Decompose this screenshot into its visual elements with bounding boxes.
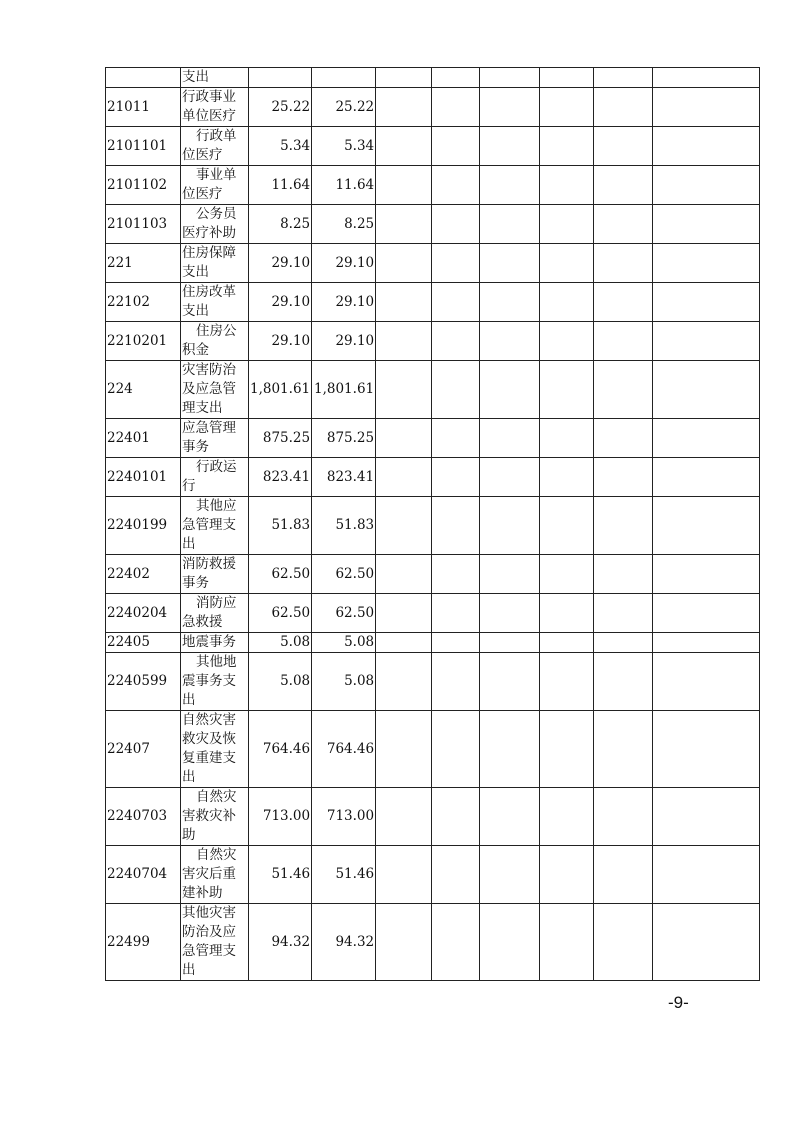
empty-cell: [653, 846, 760, 904]
empty-cell: [432, 904, 480, 981]
empty-cell: [540, 594, 594, 633]
table-row: [106, 166, 760, 205]
basic-expenditure-cell: 5.34: [312, 127, 376, 166]
subject-name-cell: 行政运行: [181, 458, 249, 497]
empty-cell: [594, 458, 653, 497]
empty-cell: [540, 458, 594, 497]
subject-code-cell: 21011: [106, 88, 181, 127]
empty-cell: [376, 127, 432, 166]
total-amount-cell: 29.10: [249, 244, 312, 283]
empty-cell: [432, 361, 480, 419]
basic-expenditure-cell: 713.00: [312, 788, 376, 846]
subject-name-cell: 住房公积金: [181, 322, 249, 361]
table-row: [106, 846, 760, 904]
basic-expenditure-cell: 1,801.61: [312, 361, 376, 419]
empty-cell: [376, 322, 432, 361]
empty-cell: [594, 788, 653, 846]
empty-cell: [653, 68, 760, 88]
subject-code-cell: 2240703: [106, 788, 181, 846]
empty-cell: [376, 555, 432, 594]
empty-cell: [594, 555, 653, 594]
empty-cell: [376, 904, 432, 981]
empty-cell: [653, 166, 760, 205]
empty-cell: [376, 68, 432, 88]
empty-cell: [432, 653, 480, 711]
empty-cell: [594, 711, 653, 788]
basic-expenditure-cell: 51.83: [312, 497, 376, 555]
empty-cell: [540, 904, 594, 981]
empty-cell: [540, 205, 594, 244]
table-row: [106, 283, 760, 322]
table-row: [106, 594, 760, 633]
subject-name-cell: 消防应急救援: [181, 594, 249, 633]
total-amount-cell: 764.46: [249, 711, 312, 788]
empty-cell: [594, 283, 653, 322]
empty-cell: [540, 127, 594, 166]
empty-cell: [480, 68, 540, 88]
empty-cell: [540, 419, 594, 458]
subject-code-cell: 224: [106, 361, 181, 419]
table-row: [106, 244, 760, 283]
subject-name-cell: 自然灾害救灾补助: [181, 788, 249, 846]
total-amount-cell: 713.00: [249, 788, 312, 846]
table-row: [106, 68, 760, 88]
total-amount-cell: 875.25: [249, 419, 312, 458]
empty-cell: [653, 88, 760, 127]
total-amount-cell: 25.22: [249, 88, 312, 127]
total-amount-cell: 51.46: [249, 846, 312, 904]
total-amount-cell: 62.50: [249, 594, 312, 633]
empty-cell: [653, 244, 760, 283]
subject-code-cell: [106, 68, 181, 88]
subject-name-cell: 事业单位医疗: [181, 166, 249, 205]
empty-cell: [432, 497, 480, 555]
empty-cell: [480, 322, 540, 361]
table-row: [106, 653, 760, 711]
empty-cell: [540, 555, 594, 594]
empty-cell: [376, 788, 432, 846]
subject-code-cell: 2240704: [106, 846, 181, 904]
basic-expenditure-cell: 5.08: [312, 633, 376, 653]
empty-cell: [432, 458, 480, 497]
empty-cell: [480, 904, 540, 981]
empty-cell: [480, 653, 540, 711]
subject-code-cell: 221: [106, 244, 181, 283]
page-number: -9-: [668, 993, 689, 1012]
subject-name-cell: 支出: [181, 68, 249, 88]
empty-cell: [653, 711, 760, 788]
empty-cell: [376, 711, 432, 788]
empty-cell: [432, 555, 480, 594]
basic-expenditure-cell: 94.32: [312, 904, 376, 981]
empty-cell: [653, 419, 760, 458]
empty-cell: [594, 594, 653, 633]
empty-cell: [540, 166, 594, 205]
empty-cell: [480, 127, 540, 166]
empty-cell: [540, 497, 594, 555]
subject-code-cell: 2240599: [106, 653, 181, 711]
empty-cell: [594, 846, 653, 904]
empty-cell: [432, 88, 480, 127]
table-row: [106, 361, 760, 419]
table-row: [106, 788, 760, 846]
basic-expenditure-cell: 25.22: [312, 88, 376, 127]
empty-cell: [594, 904, 653, 981]
empty-cell: [480, 594, 540, 633]
subject-name-cell: 公务员医疗补助: [181, 205, 249, 244]
total-amount-cell: 94.32: [249, 904, 312, 981]
basic-expenditure-cell: 764.46: [312, 711, 376, 788]
subject-code-cell: 2210201: [106, 322, 181, 361]
empty-cell: [540, 68, 594, 88]
total-amount-cell: [249, 68, 312, 88]
table-row: [106, 322, 760, 361]
empty-cell: [594, 88, 653, 127]
subject-code-cell: 2240204: [106, 594, 181, 633]
basic-expenditure-cell: 29.10: [312, 322, 376, 361]
empty-cell: [594, 68, 653, 88]
table-row: [106, 458, 760, 497]
subject-name-cell: 消防救援事务: [181, 555, 249, 594]
total-amount-cell: 1,801.61: [249, 361, 312, 419]
empty-cell: [540, 653, 594, 711]
empty-cell: [376, 283, 432, 322]
empty-cell: [653, 361, 760, 419]
empty-cell: [540, 88, 594, 127]
subject-name-cell: 应急管理事务: [181, 419, 249, 458]
empty-cell: [540, 283, 594, 322]
empty-cell: [376, 419, 432, 458]
empty-cell: [480, 283, 540, 322]
empty-cell: [594, 419, 653, 458]
empty-cell: [480, 419, 540, 458]
table-body: [106, 68, 760, 981]
subject-code-cell: 2101103: [106, 205, 181, 244]
subject-name-cell: 住房保障支出: [181, 244, 249, 283]
budget-expenditure-table: [105, 67, 760, 981]
empty-cell: [480, 633, 540, 653]
empty-cell: [432, 846, 480, 904]
subject-name-cell: 住房改革支出: [181, 283, 249, 322]
empty-cell: [480, 711, 540, 788]
subject-code-cell: 22499: [106, 904, 181, 981]
empty-cell: [594, 497, 653, 555]
basic-expenditure-cell: 5.08: [312, 653, 376, 711]
subject-code-cell: 22407: [106, 711, 181, 788]
table-row: [106, 88, 760, 127]
subject-code-cell: 2101102: [106, 166, 181, 205]
basic-expenditure-cell: 29.10: [312, 283, 376, 322]
table-row: [106, 419, 760, 458]
empty-cell: [432, 711, 480, 788]
empty-cell: [653, 283, 760, 322]
subject-code-cell: 22102: [106, 283, 181, 322]
empty-cell: [432, 594, 480, 633]
table-row: [106, 904, 760, 981]
basic-expenditure-cell: 823.41: [312, 458, 376, 497]
empty-cell: [376, 458, 432, 497]
empty-cell: [594, 322, 653, 361]
total-amount-cell: 8.25: [249, 205, 312, 244]
basic-expenditure-cell: 875.25: [312, 419, 376, 458]
subject-code-cell: 22402: [106, 555, 181, 594]
table-row: [106, 205, 760, 244]
empty-cell: [594, 633, 653, 653]
empty-cell: [480, 497, 540, 555]
total-amount-cell: 5.08: [249, 653, 312, 711]
empty-cell: [432, 205, 480, 244]
empty-cell: [594, 127, 653, 166]
empty-cell: [653, 904, 760, 981]
total-amount-cell: 5.08: [249, 633, 312, 653]
empty-cell: [480, 244, 540, 283]
empty-cell: [594, 205, 653, 244]
empty-cell: [540, 711, 594, 788]
empty-cell: [432, 322, 480, 361]
empty-cell: [653, 788, 760, 846]
empty-cell: [376, 633, 432, 653]
total-amount-cell: 51.83: [249, 497, 312, 555]
empty-cell: [540, 244, 594, 283]
subject-code-cell: 2240101: [106, 458, 181, 497]
subject-code-cell: 2240199: [106, 497, 181, 555]
basic-expenditure-cell: 62.50: [312, 555, 376, 594]
empty-cell: [432, 166, 480, 205]
empty-cell: [594, 361, 653, 419]
empty-cell: [432, 68, 480, 88]
subject-name-cell: 行政单位医疗: [181, 127, 249, 166]
empty-cell: [432, 633, 480, 653]
empty-cell: [540, 322, 594, 361]
table-row: [106, 633, 760, 653]
empty-cell: [376, 497, 432, 555]
total-amount-cell: 62.50: [249, 555, 312, 594]
empty-cell: [653, 458, 760, 497]
empty-cell: [480, 205, 540, 244]
basic-expenditure-cell: [312, 68, 376, 88]
basic-expenditure-cell: 51.46: [312, 846, 376, 904]
empty-cell: [653, 127, 760, 166]
subject-code-cell: 22405: [106, 633, 181, 653]
subject-name-cell: 其他灾害防治及应急管理支出: [181, 904, 249, 981]
empty-cell: [480, 361, 540, 419]
empty-cell: [376, 846, 432, 904]
empty-cell: [432, 788, 480, 846]
total-amount-cell: 11.64: [249, 166, 312, 205]
subject-name-cell: 自然灾害救灾及恢复重建支出: [181, 711, 249, 788]
empty-cell: [376, 166, 432, 205]
subject-code-cell: 22401: [106, 419, 181, 458]
subject-name-cell: 自然灾害灾后重建补助: [181, 846, 249, 904]
empty-cell: [540, 846, 594, 904]
empty-cell: [432, 127, 480, 166]
empty-cell: [653, 594, 760, 633]
empty-cell: [540, 361, 594, 419]
empty-cell: [653, 653, 760, 711]
empty-cell: [653, 322, 760, 361]
empty-cell: [376, 244, 432, 283]
empty-cell: [376, 594, 432, 633]
table-row: [106, 555, 760, 594]
total-amount-cell: 823.41: [249, 458, 312, 497]
empty-cell: [432, 419, 480, 458]
empty-cell: [653, 633, 760, 653]
basic-expenditure-cell: 29.10: [312, 244, 376, 283]
empty-cell: [653, 497, 760, 555]
empty-cell: [376, 361, 432, 419]
table-row: [106, 711, 760, 788]
empty-cell: [594, 653, 653, 711]
subject-name-cell: 其他应急管理支出: [181, 497, 249, 555]
empty-cell: [653, 205, 760, 244]
empty-cell: [480, 166, 540, 205]
empty-cell: [594, 166, 653, 205]
subject-name-cell: 灾害防治及应急管理支出: [181, 361, 249, 419]
basic-expenditure-cell: 8.25: [312, 205, 376, 244]
subject-name-cell: 行政事业单位医疗: [181, 88, 249, 127]
empty-cell: [376, 653, 432, 711]
empty-cell: [480, 88, 540, 127]
empty-cell: [376, 88, 432, 127]
basic-expenditure-cell: 62.50: [312, 594, 376, 633]
total-amount-cell: 29.10: [249, 283, 312, 322]
empty-cell: [432, 283, 480, 322]
empty-cell: [540, 788, 594, 846]
empty-cell: [480, 555, 540, 594]
basic-expenditure-cell: 11.64: [312, 166, 376, 205]
subject-code-cell: 2101101: [106, 127, 181, 166]
total-amount-cell: 5.34: [249, 127, 312, 166]
empty-cell: [653, 555, 760, 594]
table-row: [106, 127, 760, 166]
empty-cell: [540, 633, 594, 653]
subject-name-cell: 地震事务: [181, 633, 249, 653]
empty-cell: [376, 205, 432, 244]
table-row: [106, 497, 760, 555]
empty-cell: [432, 244, 480, 283]
empty-cell: [480, 846, 540, 904]
subject-name-cell: 其他地震事务支出: [181, 653, 249, 711]
empty-cell: [480, 458, 540, 497]
empty-cell: [480, 788, 540, 846]
empty-cell: [594, 244, 653, 283]
total-amount-cell: 29.10: [249, 322, 312, 361]
